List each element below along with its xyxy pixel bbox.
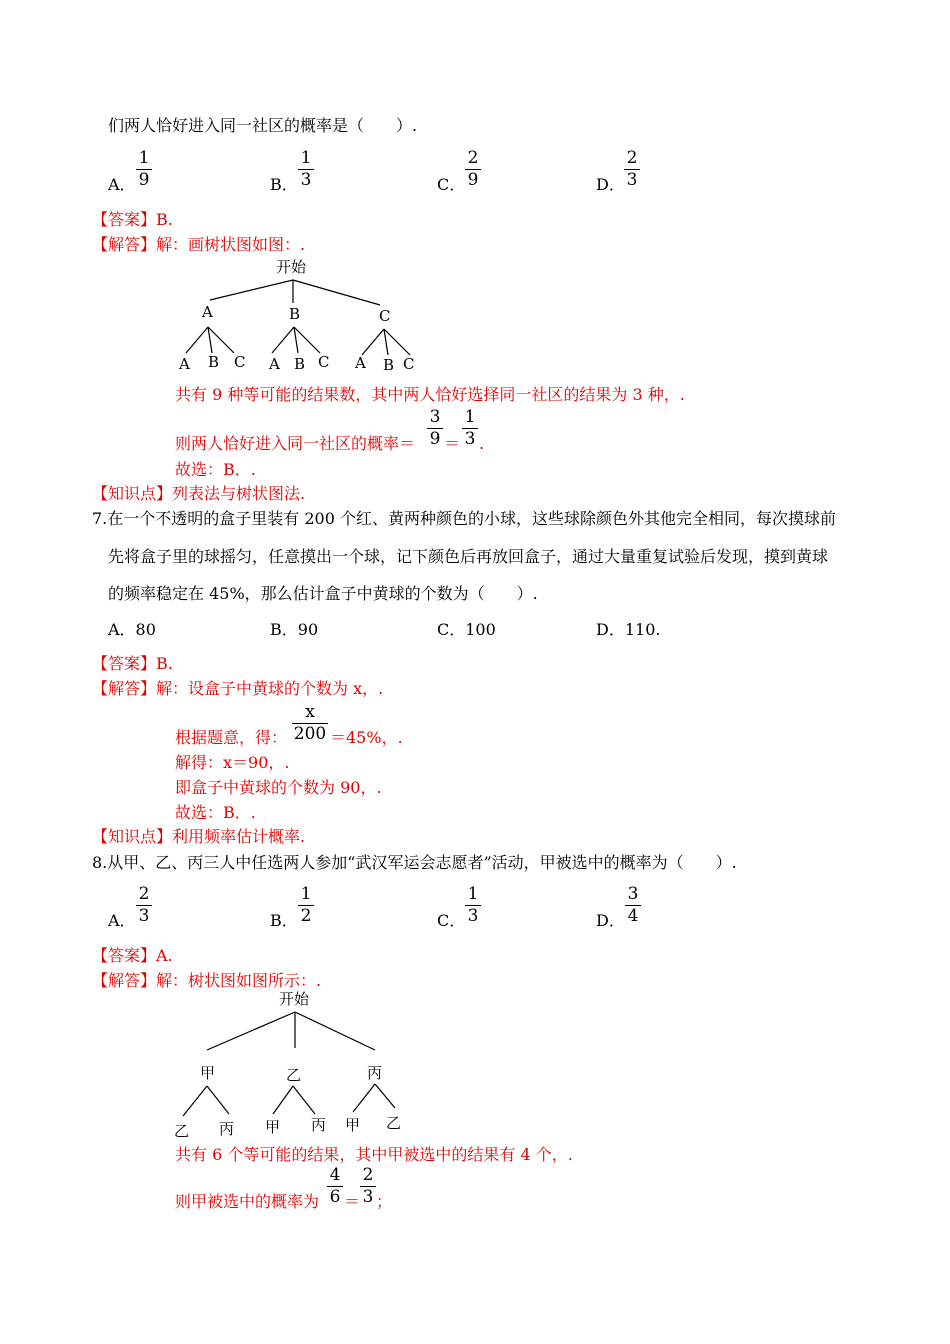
q7-choose: 故选：B．. [175, 803, 256, 822]
option-label: C． [437, 911, 466, 930]
q7-stem-line2: 先将盒子里的球摇匀，任意摸出一个球，记下颜色后再放回盒子，通过大量重复试验后发现，摸到黄球 [108, 547, 829, 566]
option-label: B． [270, 911, 298, 930]
q6-line2-suffix: . [479, 434, 485, 453]
q6-knowledge: 【知识点】列表法与树状图法. [92, 484, 306, 503]
tree-root: 开始 [276, 258, 307, 276]
tree-leaf: B [383, 356, 395, 374]
tree-node: B [289, 305, 301, 323]
q6-solution-head: 【解答】解：画树状图如图：. [92, 235, 306, 254]
option-fraction: 2 3 [136, 886, 152, 925]
q6-fraction-2: 1 3 [462, 409, 478, 448]
option-fraction: 1 2 [298, 886, 314, 925]
tree-node: A [202, 303, 213, 321]
tree-leaf: 丙 [311, 1116, 327, 1134]
q8-fraction-2: 2 3 [360, 1167, 376, 1206]
q8-line2-suffix: ； [376, 1192, 393, 1211]
tree-leaf: B [208, 353, 220, 371]
q7-fraction: x 200 [293, 702, 327, 744]
option-fraction: 3 4 [625, 886, 641, 925]
tree-leaf: 甲 [345, 1116, 361, 1134]
tree-leaf: 丙 [219, 1120, 235, 1138]
q7-answer: 【答案】B. [92, 654, 173, 673]
tree-leaf: 乙 [174, 1122, 190, 1138]
option-label: D． [596, 911, 625, 930]
tree-leaf: C [403, 355, 415, 373]
q8-line1: 共有 6 个等可能的结果，其中甲被选中的结果有 4 个，. [175, 1145, 573, 1164]
option-label: A． [108, 175, 136, 194]
q7-option-d[interactable]: D．110. [596, 620, 661, 639]
tree-root: 开始 [279, 990, 310, 1008]
q7-knowledge: 【知识点】利用频率估计概率. [92, 827, 306, 846]
q8-answer: 【答案】A. [92, 946, 173, 965]
q8-equals: ＝ [344, 1192, 361, 1211]
option-fraction: 1 3 [465, 886, 481, 925]
tree-leaf: A [355, 354, 366, 372]
tree-leaf: C [234, 353, 246, 371]
q7-option-c[interactable]: C．100 [437, 620, 496, 639]
q8-stem: 8.从甲、乙、丙三人中任选两人参加“武汉军运会志愿者”活动，甲被选中的概率为（ ）. [92, 853, 737, 872]
q8-line2-prefix: 则甲被选中的概率为 [175, 1192, 320, 1211]
q7-solution-head: 【解答】解：设盒子中黄球的个数为 x，. [92, 679, 384, 698]
q7-line2: 解得：x＝90，. [175, 753, 290, 772]
q7-line3: 即盒子中黄球的个数为 90，. [175, 778, 382, 797]
q8-solution-head: 【解答】解：树状图如图所示：. [92, 971, 322, 990]
tree-node: C [379, 307, 391, 325]
option-label: C． [437, 175, 466, 194]
q7-line1-prefix: 根据题意，得： [175, 728, 288, 747]
option-fraction: 2 3 [624, 150, 640, 189]
tree-leaf: B [294, 355, 306, 373]
tree-node: 甲 [200, 1064, 216, 1082]
q6-choose: 故选：B．. [175, 460, 256, 479]
q6-line2-prefix: 则两人恰好进入同一社区的概率＝ [175, 434, 416, 453]
q6-line1: 共有 9 种等可能的结果数，其中两人恰好选择同一社区的结果为 3 种，. [175, 385, 685, 404]
q6-fraction-1: 3 9 [427, 409, 443, 448]
tree-leaf: A [179, 355, 190, 373]
q6-equals: ＝ [444, 434, 461, 453]
q6-stem: 们两人恰好进入同一社区的概率是（ ）. [108, 116, 418, 135]
q7-stem-line1: 7.在一个不透明的盒子里装有 200 个红、黄两种颜色的小球，这些球除颜色外其他完全相同，每次摸球前 [92, 509, 836, 528]
q7-stem-line3: 的频率稳定在 45%，那么估计盒子中黄球的个数为（ ）. [108, 584, 538, 603]
q7-line1-suffix: ＝45%，. [330, 728, 403, 747]
option-fraction: 1 3 [298, 150, 314, 189]
tree-node: 丙 [367, 1064, 383, 1082]
option-label: A． [108, 911, 136, 930]
q8-fraction-1: 4 6 [327, 1167, 343, 1206]
q6-tree-diagram [170, 255, 430, 375]
tree-leaf: 乙 [386, 1114, 402, 1132]
option-fraction: 2 9 [465, 150, 481, 189]
option-label: B． [270, 175, 298, 194]
tree-leaf: C [318, 353, 330, 371]
q6-answer: 【答案】B. [92, 210, 173, 229]
tree-leaf: 甲 [265, 1118, 281, 1136]
tree-node: 乙 [286, 1066, 302, 1084]
q7-option-b[interactable]: B．90 [270, 620, 319, 639]
tree-leaf: A [269, 355, 280, 373]
option-label: D． [596, 175, 625, 194]
q7-option-a[interactable]: A．80 [108, 620, 156, 639]
option-fraction: 1 9 [136, 150, 152, 189]
q8-tree-diagram [165, 988, 415, 1138]
